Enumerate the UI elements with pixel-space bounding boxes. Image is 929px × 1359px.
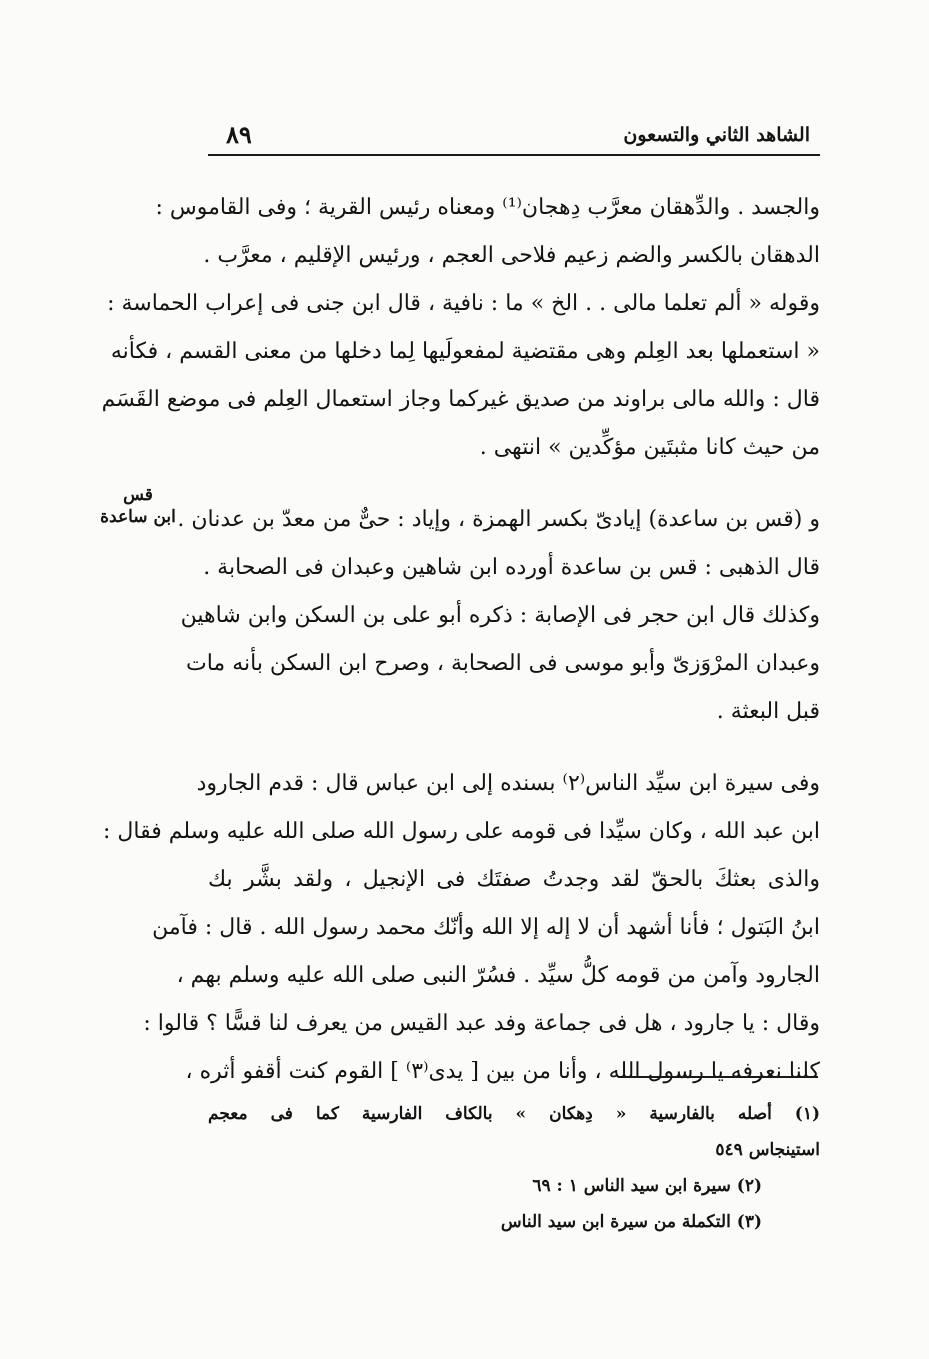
footnote-1: (١) أصله بالفارسية « دِهكان » بالكاف الفارسية كما فى معجم <box>208 1104 820 1124</box>
text-line: والجسد . والدِّهقان معرَّب دِهجان⁽¹⁾ ومعناه رئيس القرية ؛ وفى القاموس : <box>155 195 820 220</box>
text-line: و (قس بن ساعدة) إيادىّ بكسر الهمزة ، وإياد : حىٌّ من معدّ بن عدنان . <box>177 507 820 532</box>
margin-note-line: قس <box>123 485 153 505</box>
footnote-3: (٣) التكملة من سيرة ابن سيد الناس <box>500 1212 762 1232</box>
text-line: قبل البعثة . <box>716 699 820 724</box>
running-title: الشاهد الثاني والتسعون <box>623 124 810 146</box>
paragraph <box>103 760 820 1096</box>
text-line: والذى بعثكَ بالحقّ لقد وجدتُ صفتَك فى الإنجيل ، ولقد بشَّر بك <box>208 867 820 892</box>
paragraph <box>177 496 820 736</box>
text-line: وفى سيرة ابن سيِّد الناس⁽٢⁾ بسنده إلى ابن عباس قال : قدم الجارود <box>196 771 820 796</box>
text-line: ابن عبد الله ، وكان سيِّدا فى قومه على رسول الله صلى الله عليه وسلم فقال : <box>103 819 820 844</box>
paragraph <box>101 184 820 472</box>
text-line: « استعملها بعد العِلم وهى مقتضية لمفعولَيها لِما دخلها من معنى القسم ، فكأنه <box>110 339 820 364</box>
text-line: وعبدان المرْوَزىّ وأبو موسى فى الصحابة ، وصرح ابن السكن بأنه مات <box>186 651 820 676</box>
footnote-2: (٢) سيرة ابن سيد الناس ١ : ٦٩ <box>532 1176 762 1196</box>
margin-note <box>96 484 180 528</box>
text-line: من حيث كانا مثبتَين مؤكِّدين » انتهى . <box>479 435 820 460</box>
page-header <box>208 118 820 156</box>
text-line: الجارود وآمن من قومه كلُّ سيِّد . فسُرّ النبى صلى الله عليه وسلم بهم ، <box>176 963 820 988</box>
page-number: ٨٩ <box>226 120 252 149</box>
text-line: قال الذهبى : قس بن ساعدة أورده ابن شاهين وعبدان فى الصحابة . <box>203 555 820 580</box>
text-line: الدهقان بالكسر والضم زعيم فلاحى العجم ، ورئيس الإقليم ، معرَّب . <box>203 243 820 268</box>
footnotes <box>208 1096 820 1240</box>
text-line: وقوله « ألم تعلما مالى . . الخ » ما : نافية ، قال ابن جنى فى إعراب الحماسة : <box>107 291 820 316</box>
margin-note-line: ابن ساعدة <box>100 507 176 527</box>
text-line: كلنا نعرفه يا رسول الله ، وأنا من بين [ يدى⁽٣⁾ ] القوم كنت أقفو أثره ، <box>185 1059 820 1084</box>
footnote-separator <box>622 1076 818 1078</box>
footnote-1-continuation: استينجاس ٥٤٩ <box>715 1140 820 1160</box>
text-line: وقال : يا جارود ، هل فى جماعة وفد عبد القيس من يعرف لنا قسًّا ؟ قالوا : <box>143 1011 820 1036</box>
text-line: وكذلك قال ابن حجر فى الإصابة : ذكره أبو على بن السكن وابن شاهين <box>180 603 820 628</box>
text-line: قال : والله مالى براوند من صديق غيركما وجاز استعمال العِلم فى موضع القَسَم <box>101 387 820 412</box>
text-line: ابنُ البَتول ؛ فأنا أشهد أن لا إله إلا الله وأنّك محمد رسول الله . قال : فآمن <box>152 915 820 940</box>
